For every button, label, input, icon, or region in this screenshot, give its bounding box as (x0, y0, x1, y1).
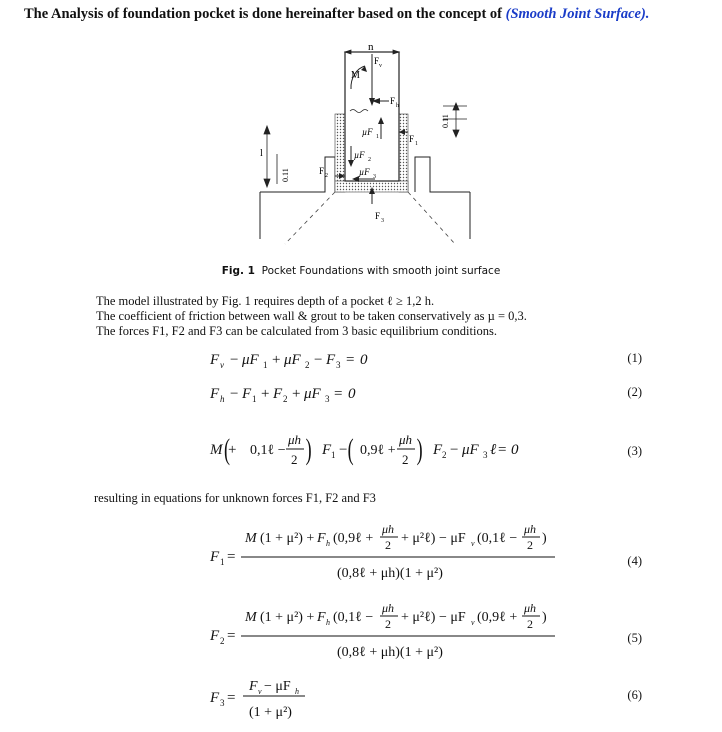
svg-text:3: 3 (381, 218, 384, 224)
svg-text:2: 2 (402, 452, 409, 467)
equation-5 (205, 596, 565, 668)
svg-text:μF: μF (284, 352, 301, 368)
svg-text:+: + (292, 386, 301, 402)
svg-text:): ) (416, 433, 423, 467)
svg-text:h: h (295, 687, 299, 696)
title-highlight: (Smooth Joint Surface). (505, 6, 650, 22)
svg-text:): ) (542, 531, 547, 546)
svg-text:3: 3 (373, 174, 376, 180)
svg-text:+: + (228, 442, 237, 458)
svg-text:0: 0 (360, 352, 368, 368)
svg-text:−: − (314, 352, 323, 368)
svg-text:h: h (326, 618, 330, 627)
svg-text:=: = (334, 386, 343, 402)
svg-text:F: F (210, 628, 220, 644)
svg-text:=: = (498, 442, 507, 458)
svg-text:µF: µF (362, 127, 373, 137)
equation-number-6: (6) (627, 688, 642, 702)
svg-text:F: F (242, 386, 252, 402)
svg-text:+: + (261, 386, 270, 402)
svg-text:3: 3 (325, 394, 330, 404)
svg-text:v: v (258, 687, 262, 696)
svg-text:2: 2 (368, 157, 371, 163)
svg-text:2: 2 (283, 394, 288, 404)
intro-line-2: The coefficient of friction between wall & grout to be taken conservatively as µ = 0,3. (96, 309, 527, 323)
equation-number-3: (3) (627, 444, 642, 458)
svg-text:1: 1 (252, 394, 257, 404)
svg-text:F: F (326, 352, 336, 368)
svg-text:0: 0 (511, 442, 519, 458)
svg-text:F: F (374, 56, 380, 66)
svg-text:3: 3 (483, 450, 488, 460)
svg-text:(0,8ℓ + μh)(1 + μ²): (0,8ℓ + μh)(1 + μ²) (337, 566, 443, 581)
svg-text:0,1ℓ −: 0,1ℓ − (250, 443, 286, 458)
equation-3 (200, 428, 530, 472)
svg-text:2: 2 (385, 538, 391, 552)
svg-text:2: 2 (527, 617, 533, 631)
equation-number-5: (5) (627, 631, 642, 645)
equation-2 (200, 382, 440, 406)
svg-text:0: 0 (348, 386, 356, 402)
pocket-foundation-figure (255, 44, 475, 259)
svg-text:1: 1 (376, 134, 379, 140)
svg-text:μh: μh (399, 432, 413, 447)
svg-text:F: F (409, 134, 415, 144)
svg-text:1: 1 (415, 141, 418, 147)
svg-text:): ) (305, 433, 312, 467)
svg-text:(0,1ℓ −: (0,1ℓ − (477, 531, 518, 546)
svg-text:μF: μF (242, 352, 259, 368)
equation-number-1: (1) (627, 351, 642, 365)
svg-text:2: 2 (291, 452, 298, 467)
svg-text:3: 3 (336, 360, 341, 370)
svg-text:2: 2 (220, 636, 225, 646)
svg-text:ℓ: ℓ (490, 442, 497, 458)
resulting-text: resulting in equations for unknown forces F1, F2 and F3 (94, 491, 376, 505)
svg-text:F: F (322, 442, 332, 458)
svg-text:μh: μh (524, 522, 537, 536)
svg-text:−: − (450, 442, 459, 458)
svg-text:µF: µF (354, 150, 365, 160)
svg-text:F: F (433, 442, 443, 458)
svg-text:+: + (272, 352, 281, 368)
intro-line-3: The forces F1, F2 and F3 can be calculated from 3 basic equilibrium conditions. (96, 324, 497, 338)
svg-text:=: = (227, 628, 236, 644)
svg-text:F: F (273, 386, 283, 402)
svg-text:h: h (396, 103, 399, 109)
svg-text:− μF: − μF (264, 679, 291, 694)
svg-text:μh: μh (288, 432, 302, 447)
svg-text:0,9ℓ +: 0,9ℓ + (360, 443, 396, 458)
label-M: M (351, 70, 360, 81)
svg-text:μF: μF (304, 386, 321, 402)
title-text: The Analysis of foundation pocket is done hereinafter based on the concept of (24, 6, 506, 22)
svg-text:−: − (230, 352, 239, 368)
svg-text:F: F (390, 96, 396, 106)
svg-text:M: M (245, 610, 257, 625)
svg-text:F: F (319, 166, 325, 176)
svg-text:−: − (339, 442, 348, 458)
svg-text:F: F (317, 531, 326, 546)
svg-text:F: F (375, 211, 381, 221)
intro-line-1: The model illustrated by Fig. 1 requires depth of a pocket ℓ ≥ 1,2 h. (96, 294, 435, 308)
svg-text:(: ( (347, 433, 354, 467)
svg-text:v: v (471, 618, 475, 627)
equation-6 (205, 674, 365, 726)
svg-text:(0,9ℓ +: (0,9ℓ + (333, 531, 374, 546)
equation-1 (200, 348, 440, 372)
svg-text:(: ( (224, 433, 230, 467)
svg-text:F: F (210, 386, 220, 402)
svg-text:=: = (227, 690, 236, 706)
svg-text:μF: μF (462, 442, 479, 458)
svg-text:F: F (317, 610, 326, 625)
svg-text:=: = (346, 352, 355, 368)
svg-text:v: v (379, 63, 382, 69)
svg-text:2: 2 (527, 538, 533, 552)
svg-text:M: M (245, 531, 257, 546)
svg-text:F: F (210, 352, 220, 368)
svg-text:μh: μh (382, 522, 395, 536)
equation-4 (205, 517, 565, 589)
svg-text:μh: μh (382, 601, 395, 615)
svg-text:(0,1ℓ −: (0,1ℓ − (333, 610, 374, 625)
svg-text:(1 + μ²) +: (1 + μ²) + (260, 531, 315, 546)
svg-text:v: v (220, 360, 224, 370)
svg-text:1: 1 (263, 360, 268, 370)
dimension-l (264, 126, 277, 187)
svg-text:F: F (210, 690, 220, 706)
svg-text:h: h (326, 539, 330, 548)
svg-text:M: M (210, 442, 223, 458)
svg-text:(0,8ℓ + μh)(1 + μ²): (0,8ℓ + μh)(1 + μ²) (337, 645, 443, 660)
equation-number-4: (4) (627, 554, 642, 568)
figure-caption: Fig. 1 Pocket Foundations with smooth joint surface (221, 265, 501, 277)
svg-text:1: 1 (220, 557, 225, 567)
svg-text:+ μ²ℓ) − μF: + μ²ℓ) − μF (401, 610, 466, 625)
svg-text:−: − (230, 386, 239, 402)
equation-number-2: (2) (627, 385, 642, 399)
svg-text:0.11: 0.11 (281, 168, 290, 182)
svg-text:µF: µF (359, 167, 370, 177)
svg-text:2: 2 (305, 360, 310, 370)
svg-text:(1 + μ²) +: (1 + μ²) + (260, 610, 315, 625)
svg-text:1: 1 (331, 450, 336, 460)
svg-text:=: = (227, 549, 236, 565)
svg-text:+ μ²ℓ) − μF: + μ²ℓ) − μF (401, 531, 466, 546)
svg-text:h: h (220, 394, 225, 404)
page-title (24, 6, 649, 23)
svg-text:l: l (260, 148, 263, 159)
svg-text:0.11: 0.11 (441, 114, 450, 128)
svg-text:μh: μh (524, 601, 537, 615)
svg-text:3: 3 (220, 698, 225, 708)
svg-text:v: v (471, 539, 475, 548)
load-spread-lines (285, 192, 455, 244)
label-n: n (368, 44, 374, 53)
svg-text:F: F (210, 549, 220, 565)
svg-text:2: 2 (385, 617, 391, 631)
svg-text:2: 2 (325, 173, 328, 179)
svg-text:F: F (249, 679, 258, 694)
svg-text:(1 + μ²): (1 + μ²) (249, 705, 292, 720)
svg-text:(0,9ℓ +: (0,9ℓ + (477, 610, 518, 625)
svg-text:2: 2 (442, 450, 447, 460)
svg-text:): ) (542, 610, 547, 625)
